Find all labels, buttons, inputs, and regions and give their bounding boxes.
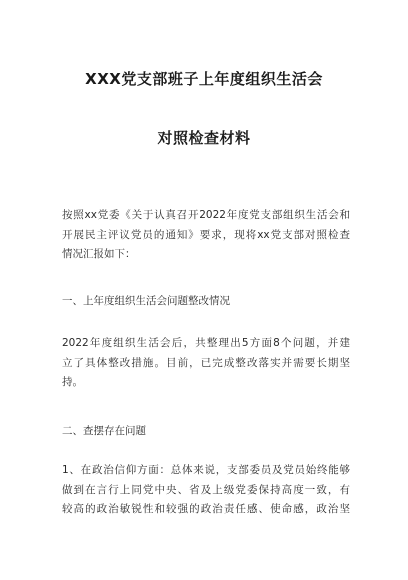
section-1-paragraph bbox=[62, 334, 350, 393]
section-1-heading bbox=[62, 292, 350, 312]
section-1-heading-text: 一、上年度组织生活会问题整改情况 bbox=[62, 295, 230, 307]
item-1-line-1: 1、在政治信仰方面：总体来说，支部委员及党员始终能够 bbox=[62, 464, 350, 476]
section-1-line-1: 2022年度组织生活会后，共整理出5方面8个问题，并建 bbox=[62, 337, 350, 349]
section-2-heading bbox=[62, 422, 350, 442]
item-1-line-2: 做到在言行上同党中央、省及上级党委保持高度一致，有 bbox=[62, 483, 350, 496]
item-1-line-3: 较高的政治敏锐性和较强的政治责任感、使命感，政治坚 bbox=[62, 503, 350, 515]
document-title: XXX党支部班子上年度组织生活会 bbox=[85, 70, 323, 88]
document-subtitle: 对照检查材料 bbox=[157, 129, 251, 147]
section-2-heading-text: 二、查摆存在问题 bbox=[62, 425, 146, 437]
intro-line-1: 按照xx党委《关于认真召开2022年度党支部组织生活会和 bbox=[62, 209, 350, 221]
intro-line-2: 开展民主评议党员的通知》要求，现将xx党支部对照检查 bbox=[62, 228, 350, 241]
intro-line-3: 情况汇报如下： bbox=[62, 248, 136, 260]
section-1-line-3: 持。 bbox=[62, 376, 83, 388]
section-2-item-1 bbox=[62, 461, 350, 520]
section-1-line-2: 立了具体整改措施。目前，已完成整改落实并需要长期坚 bbox=[62, 356, 350, 369]
intro-paragraph bbox=[62, 206, 350, 265]
